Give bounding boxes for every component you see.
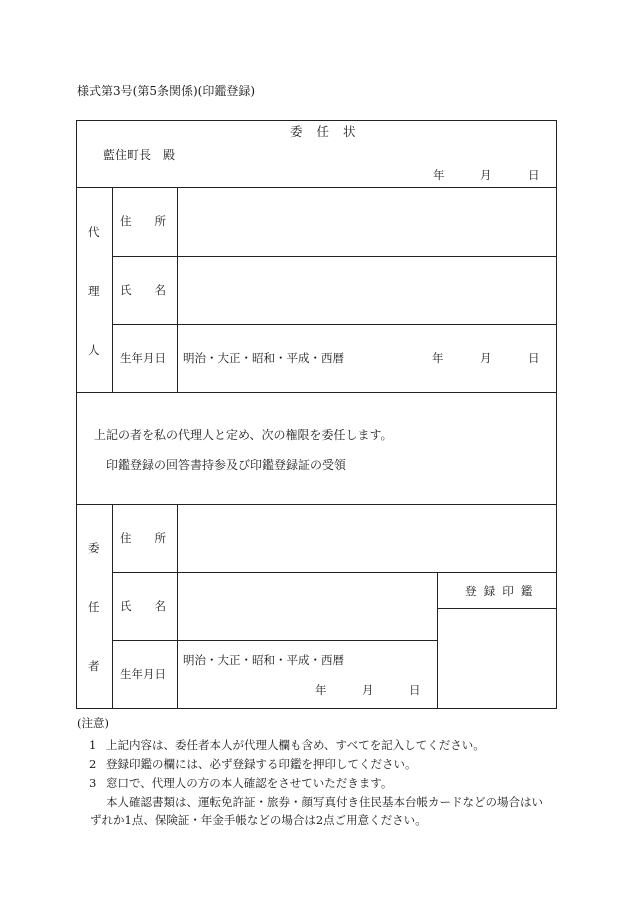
note-3-text: 窓口で、代理人の方の本人確認をさせていただきます。	[106, 776, 393, 790]
principal-birthdate-field[interactable]	[178, 641, 437, 708]
registered-seal-box[interactable]	[438, 609, 556, 708]
note-1-number: 1	[89, 738, 97, 752]
note-3-continuation-2: ずれか1点、保険証・年金手帳などの場合は2点ご用意ください。	[90, 813, 427, 827]
agent-group-label-3: 人	[88, 343, 100, 357]
principal-name-label: 氏 名	[120, 599, 172, 613]
principal-group-label-3: 者	[88, 659, 100, 673]
date-month-label: 月	[480, 168, 492, 182]
principal-group-label-2: 任	[88, 600, 100, 614]
delegation-statement: 上記の者を私の代理人と定め、次の権限を委任します。	[94, 428, 393, 442]
principal-address-label: 住 所	[120, 531, 172, 545]
agent-address-label: 住 所	[120, 214, 172, 228]
agent-group-label-2: 理	[88, 284, 100, 298]
delegated-authority: 印鑑登録の回答書持参及び印鑑登録証の受領	[106, 458, 347, 472]
agent-birthdate-label: 生年月日	[120, 351, 166, 365]
principal-birth-year-label: 年	[315, 683, 327, 697]
principal-name-field[interactable]	[178, 573, 437, 640]
addressee: 藍住町長 殿	[103, 148, 176, 162]
principal-birth-month-label: 月	[362, 683, 374, 697]
agent-group-label-1: 代	[88, 225, 100, 239]
registered-seal-label: 登 録 印 鑑	[465, 584, 535, 598]
principal-group-label-1: 委	[88, 541, 100, 555]
principal-address-field[interactable]	[178, 505, 556, 572]
agent-name-label: 氏 名	[120, 283, 172, 297]
agent-birth-month-label: 月	[480, 351, 492, 365]
agent-birth-day-label: 日	[528, 351, 540, 365]
note-3-number: 3	[89, 776, 97, 790]
agent-era-options: 明治・大正・昭和・平成・西暦	[183, 351, 344, 365]
note-3-continuation-1: 本人確認書類は、運転免許証・旅券・顔写真付き住民基本台帳カードなどの場合はい	[106, 795, 543, 809]
principal-birth-day-label: 日	[409, 683, 421, 697]
note-1-text: 上記内容は、委任者本人が代理人欄も含め、すべてを記入してください。	[106, 738, 485, 752]
note-2-text: 登録印鑑の欄には、必ず登録する印鑑を押印してください。	[106, 757, 417, 771]
agent-birth-year-label: 年	[432, 351, 444, 365]
principal-era-options: 明治・大正・昭和・平成・西暦	[183, 653, 344, 667]
date-day-label: 日	[528, 168, 540, 182]
note-2-number: 2	[89, 757, 97, 771]
agent-address-field[interactable]	[178, 188, 556, 256]
agent-name-field[interactable]	[178, 257, 556, 324]
notes-heading: (注意)	[77, 716, 109, 730]
date-year-label: 年	[433, 168, 445, 182]
form-number-label: 様式第3号(第5条関係)(印鑑登録)	[77, 84, 255, 98]
document-title: 委 任 状	[290, 124, 361, 139]
principal-birthdate-label: 生年月日	[120, 667, 166, 681]
